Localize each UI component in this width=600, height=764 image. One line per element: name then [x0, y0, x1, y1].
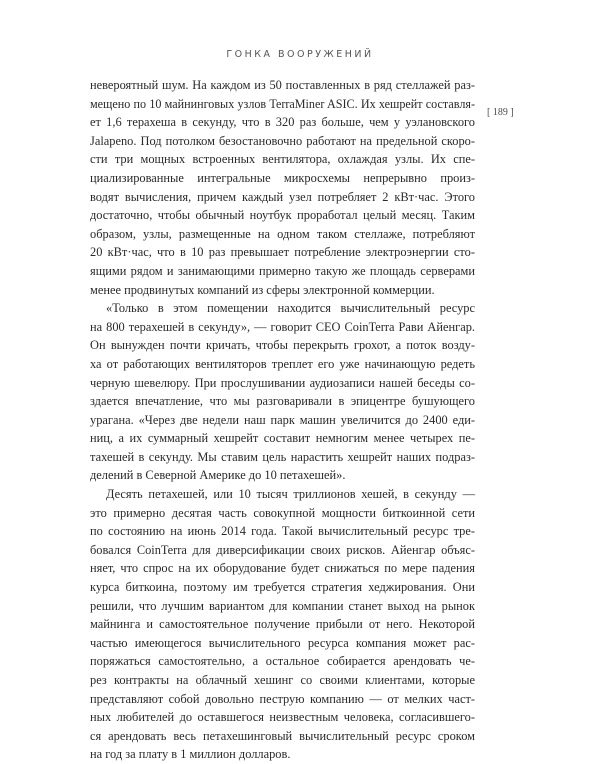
text-line: решили, что лучшим вариантом для компании станет выход на рынок	[90, 598, 475, 613]
text-line: «Только в этом помещении находится вычислительный ресурс	[106, 301, 475, 316]
text-line: по состоянию на июнь 2014 года. Такой вычислительный ресурс тре-	[90, 524, 475, 539]
text-line: рез контракты на облачный хешинг со своими клиентами, которые	[90, 673, 475, 687]
text-line: ниц, а их суммарный хешрейт составит немногим менее четырех пе-	[90, 431, 475, 446]
text-line: здается впечатление, что мы разговаривали в эпицентре бушующего	[90, 394, 475, 409]
text-line: няет, что спрос на их оборудование будет снижаться по мере падения	[90, 561, 475, 576]
text-line: ящими рядом и занимающими примерно такую же площадь серверами	[90, 263, 475, 278]
body-text	[90, 76, 475, 764]
text-line: Десять петахешей, или 10 тысяч триллионов хешей, в секунду —	[106, 487, 475, 502]
page-number: [ 189 ]	[487, 107, 514, 118]
text-line: на 800 терахешей в секунду», — говорит CEO CoinTerra Рави Айенгар.	[90, 319, 475, 334]
text-line: делений в Северной Америке до 10 петахешей».	[90, 468, 346, 483]
text-line: черную шевелюру. При прослушивании аудиозаписи нашей беседы со-	[90, 375, 475, 390]
text-line: 20 кВт·час, что в 10 раз превышает потребление электроэнергии сто-	[90, 245, 475, 260]
text-line: частью имеющегося вычислительного ресурса компания может рас-	[90, 635, 475, 650]
text-line: циализированные интегральные микросхемы непрерывно произ-	[90, 170, 475, 185]
text-line: тахешей в секунду. Мы ставим цель нарастить хешрейт наших подраз-	[90, 449, 475, 464]
running-head: ГОНКА ВООРУЖЕНИЙ	[226, 49, 374, 60]
text-line: Он вынужден почти кричать, чтобы перекрыть грохот, а поток возду-	[90, 338, 475, 353]
text-line: мещено по 10 майнинговых узлов TerraMiner ASIC. Их хешрейт составля-	[90, 96, 475, 111]
text-line: поряжаться самостоятельно, а остальное собирается арендовать че-	[90, 654, 475, 669]
text-line: бовался CoinTerra для диверсификации своих рисков. Айенгар объяс-	[90, 542, 475, 557]
text-line: ет 1,6 терахеша в секунду, что в 320 раз больше, чем у уэлановского	[90, 115, 475, 130]
paragraph-1	[90, 76, 475, 299]
text-line: ся арендовать весь петахешинговый вычислительный ресурс сроком	[90, 728, 475, 743]
text-line: урагана. «Через две недели наш парк машин увеличится до 2400 еди-	[90, 412, 475, 427]
paragraph-2	[90, 299, 475, 485]
text-line: майнинга и самостоятельное получение прибыли от него. Некоторой	[90, 617, 475, 632]
text-line: ха от работающих вентиляторов треплет его уже начинающую редеть	[90, 356, 475, 371]
text-line: сти три мощных встроенных вентилятора, охлаждая узлы. Их спе-	[90, 152, 475, 167]
text-line: это примерно десятая часть совокупной мощности биткоинной сети	[90, 505, 475, 520]
paragraph-3	[90, 485, 475, 764]
text-line: водят вычисления, причем каждый узел потребляет 2 кВт·час. Этого	[90, 189, 475, 204]
text-line: менее продвинутых компаний из сферы электронной коммерции.	[90, 282, 435, 297]
text-line: достаточно, чтобы обычный ноутбук проработал целый месяц. Таким	[90, 208, 475, 223]
text-line: невероятный шум. На каждом из 50 поставленных в ряд стеллажей раз-	[90, 78, 475, 92]
text-line: на год за плату в 1 миллион долларов.	[90, 747, 291, 762]
text-line: ных любителей до оставшегося неизвестным человека, согласившего-	[90, 710, 475, 725]
text-line: Jalapeno. Под потолком безостановочно работают на предельной скоро-	[90, 133, 475, 148]
text-line: образом, узлы, размещенные на одном таком стеллаже, потребляют	[90, 226, 475, 241]
text-line: представляют собой довольно пеструю компанию — от мелких част-	[90, 691, 475, 706]
text-line: курса биткоина, поэтому им требуется стратегия хеджирования. Они	[90, 580, 475, 595]
